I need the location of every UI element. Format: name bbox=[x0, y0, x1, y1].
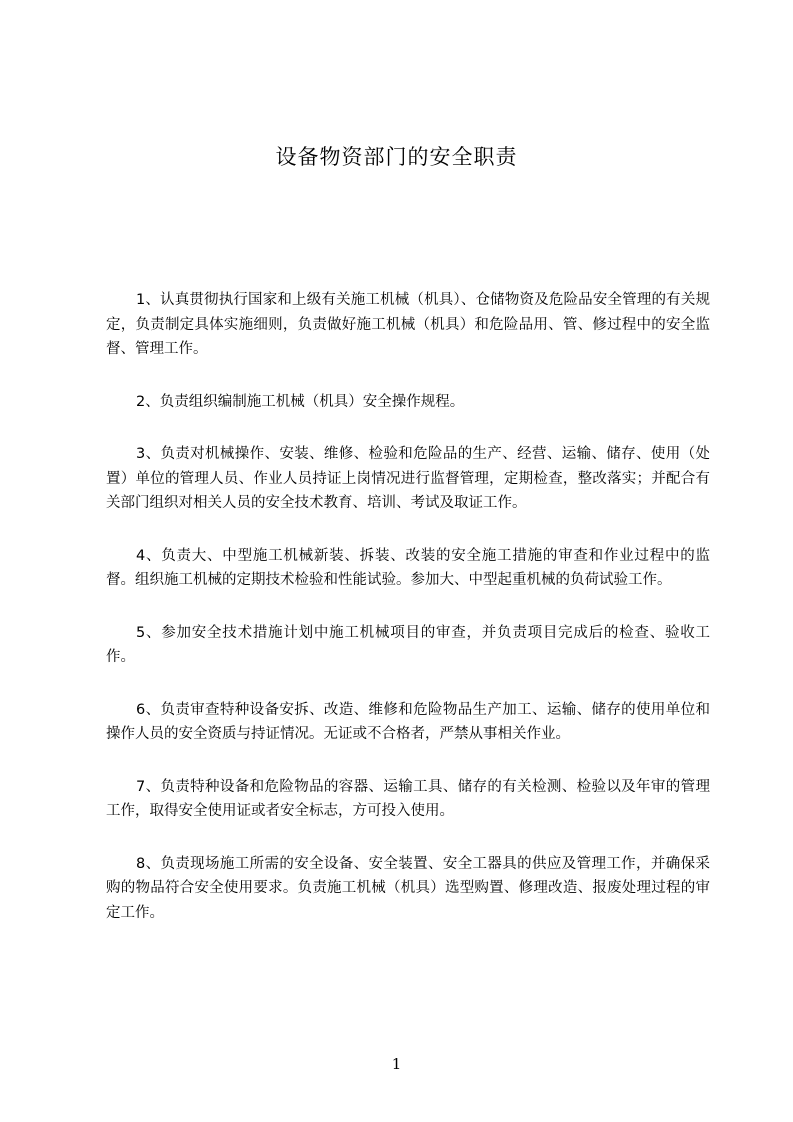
duty-paragraph-2: 2、负责组织编制施工机械（机具）安全操作规程。 bbox=[136, 393, 465, 410]
duty-paragraph-3: 3、负责对机械操作、安装、维修、检验和危险品的生产、经营、运输、储存、使用（处置）单位的管理人员、作业人员持证上岗情况进行监督管理，定期检查，整改落实；并配合有关部门组织对相关人员的安全技术教育、培训、考试及取证工作。 bbox=[106, 446, 710, 511]
duty-paragraph-8: 8、负责现场施工所需的安全设备、安全装置、安全工器具的供应及管理工作，并确保采购的物品符合安全使用要求。负责施工机械（机具）选型购置、修理改造、报废处理过程的审定工作。 bbox=[106, 855, 710, 921]
duty-paragraph-6: 6、负责审查特种设备安拆、改造、维修和危险物品生产加工、运输、储存的使用单位和操作人员的安全资质与持证情况。无证或不合格者，严禁从事相关作业。 bbox=[106, 701, 710, 742]
duty-paragraph-7: 7、负责特种设备和危险物品的容器、运输工具、储存的有关检测、检验以及年审的管理工作，取得安全使用证或者安全标志，方可投入使用。 bbox=[106, 778, 710, 819]
document-title: 设备物资部门的安全职责 bbox=[275, 145, 518, 169]
duty-paragraph-1: 1、认真贯彻执行国家和上级有关施工机械（机具）、仓储物资及危险品安全管理的有关规定，负责制定具体实施细则，负责做好施工机械（机具）和危险品用、管、修过程中的安全监督、管理工作。 bbox=[106, 292, 710, 357]
page-number: 1 bbox=[391, 1055, 402, 1073]
duty-paragraph-4: 4、负责大、中型施工机械新装、拆装、改装的安全施工措施的审查和作业过程中的监督。组织施工机械的定期技术检验和性能试验。参加大、中型起重机械的负荷试验工作。 bbox=[106, 547, 710, 588]
document-body bbox=[106, 288, 710, 953]
duty-paragraph-5: 5、参加安全技术措施计划中施工机械项目的审查，并负责项目完成后的检查、验收工作。 bbox=[106, 624, 710, 665]
